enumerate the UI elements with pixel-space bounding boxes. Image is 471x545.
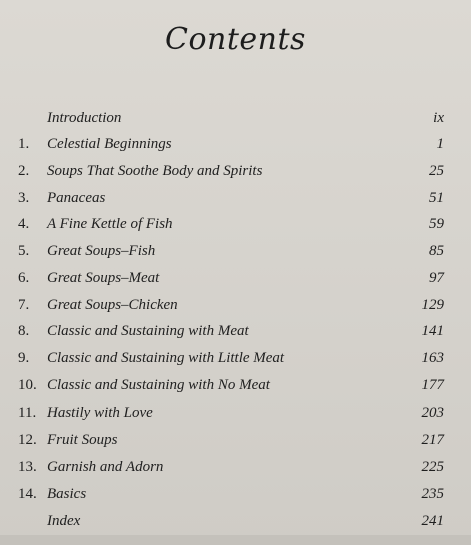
chapter-title: Introduction [47, 110, 122, 126]
toc-entry [0, 110, 471, 132]
toc-entry [0, 163, 471, 185]
chapter-title: Garnish and Adorn [47, 459, 164, 475]
chapter-title: Basics [47, 486, 87, 502]
chapter-number: 11. [18, 405, 37, 421]
chapter-title: Hastily with Love [47, 405, 153, 421]
page-number: 241 [421, 513, 444, 529]
page-number: 141 [421, 323, 444, 339]
chapter-number: 1. [18, 136, 30, 152]
chapter-title: Fruit Soups [47, 432, 118, 448]
page-number: 163 [421, 350, 444, 366]
toc-entry [0, 350, 471, 372]
toc-entry [0, 513, 471, 535]
page-number: 129 [421, 297, 444, 313]
chapter-title: Great Soups–Chicken [47, 297, 178, 313]
chapter-number: 14. [18, 486, 37, 502]
chapter-number: 3. [18, 190, 30, 206]
page-number: 203 [421, 405, 444, 421]
page-number: 217 [421, 432, 444, 448]
toc-entry [0, 323, 471, 345]
chapter-title: A Fine Kettle of Fish [47, 216, 173, 232]
page-number: 97 [429, 270, 444, 286]
toc-entry [0, 216, 471, 238]
chapter-number: 6. [18, 270, 30, 286]
chapter-title: Classic and Sustaining with No Meat [47, 377, 270, 393]
page-number: 59 [429, 216, 444, 232]
page-number: 235 [421, 486, 444, 502]
chapter-number: 13. [18, 459, 37, 475]
toc-entry [0, 377, 471, 399]
toc-entry [0, 243, 471, 265]
chapter-title: Panaceas [47, 190, 106, 206]
page-number: 1 [436, 136, 444, 152]
page-number: 225 [421, 459, 444, 475]
chapter-number: 10. [18, 377, 37, 393]
page-number: ix [433, 110, 444, 126]
page-title: Contents [165, 22, 306, 57]
toc-entry [0, 190, 471, 212]
chapter-title: Celestial Beginnings [47, 136, 172, 152]
toc-entry [0, 432, 471, 454]
page-number: 177 [421, 377, 444, 393]
chapter-number: 8. [18, 323, 30, 339]
chapter-title: Classic and Sustaining with Little Meat [47, 350, 285, 366]
chapter-title: Classic and Sustaining with Meat [47, 323, 249, 339]
toc-entry [0, 459, 471, 481]
chapter-number: 4. [18, 216, 30, 232]
toc-entry [0, 297, 471, 319]
toc-entry [0, 405, 471, 427]
chapter-number: 9. [18, 350, 30, 366]
page-number: 51 [429, 190, 444, 206]
page-number: 25 [429, 163, 444, 179]
chapter-title: Great Soups–Fish [47, 243, 156, 259]
chapter-number: 7. [18, 297, 30, 313]
toc-entry [0, 136, 471, 158]
toc-entry [0, 270, 471, 292]
chapter-number: 5. [18, 243, 30, 259]
chapter-title: Soups That Soothe Body and Spirits [47, 163, 263, 179]
toc-entry [0, 486, 471, 508]
chapter-number: 12. [18, 432, 37, 448]
page-number: 85 [429, 243, 444, 259]
chapter-title: Index [47, 513, 81, 529]
chapter-title: Great Soups–Meat [47, 270, 160, 286]
chapter-number: 2. [18, 163, 30, 179]
